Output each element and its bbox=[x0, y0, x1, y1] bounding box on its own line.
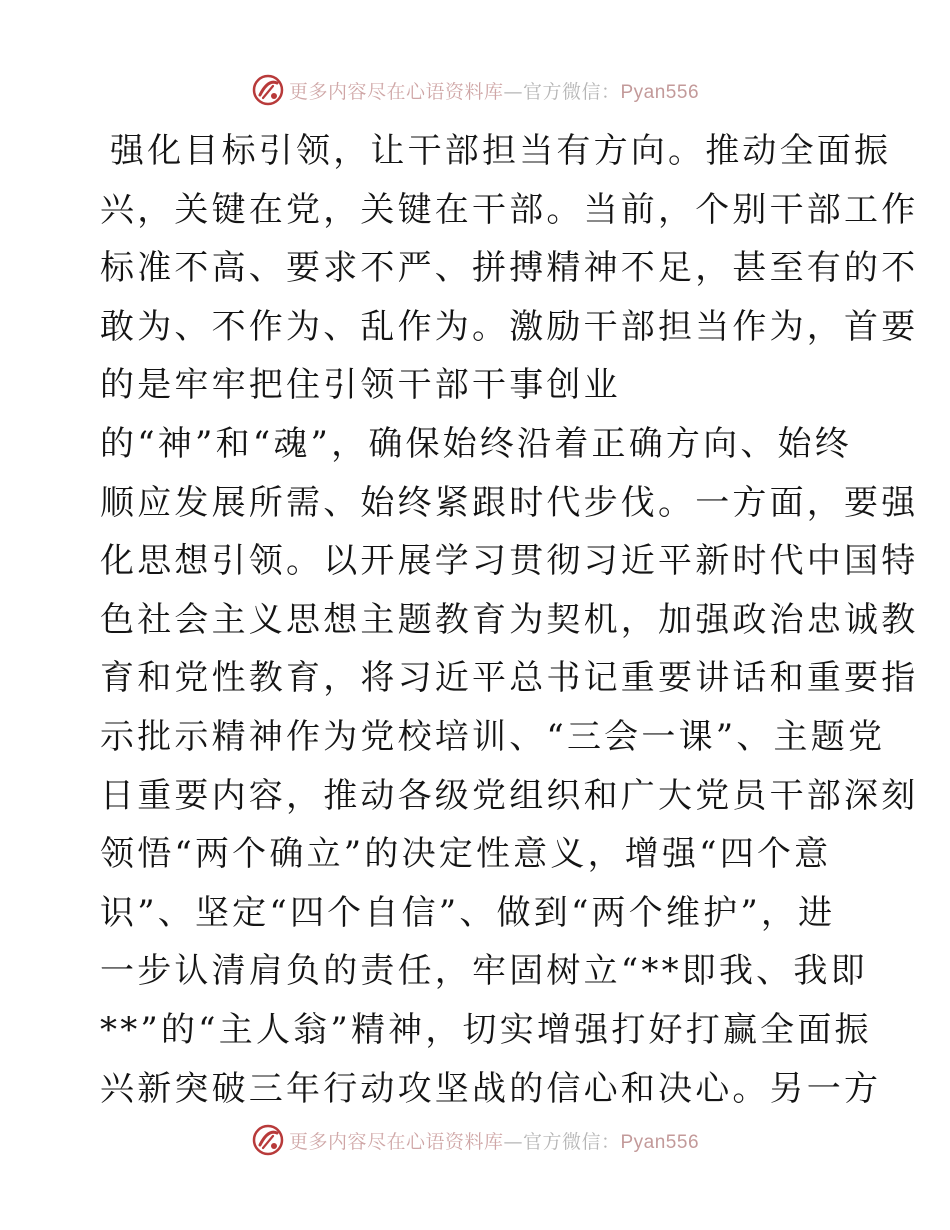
body-line: 日重要内容，推动各级党组织和广大党员干部深刻 bbox=[100, 775, 919, 816]
footer-official-label: 官方微信： bbox=[522, 1130, 621, 1153]
brand-logo-icon bbox=[251, 1123, 285, 1157]
brand-logo-icon bbox=[251, 73, 285, 107]
body-line: 色社会主义思想主题教育为契机，加强政治忠诚教 bbox=[100, 599, 919, 640]
header-separator: — bbox=[503, 80, 523, 103]
body-line: 的是牢牢把住引领干部干事创业 bbox=[100, 365, 621, 406]
document-body bbox=[100, 122, 919, 1118]
body-line: 敢为、不作为、乱作为。激励干部担当作为，首要 bbox=[100, 306, 919, 347]
body-line: 领悟“两个确立”的决定性意义，增强“四个意 bbox=[100, 834, 832, 875]
header-wechat-id: Pyan556 bbox=[620, 81, 700, 103]
header-official-label: 官方微信： bbox=[522, 80, 621, 103]
body-line: 强化目标引领，让干部担当有方向。推动全面振 bbox=[110, 131, 892, 171]
body-line: 示批示精神作为党校培训、“三会一课”、主题党 bbox=[100, 716, 886, 757]
body-line: 一步认清肩负的责任，牢固树立“**即我、我即 bbox=[100, 951, 868, 992]
body-line: 顺应发展所需、始终紧跟时代步伐。一方面，要强 bbox=[100, 482, 919, 523]
footer-watermark-banner bbox=[0, 1120, 950, 1160]
body-line: 标准不高、要求不严、拼搏精神不足，甚至有的不 bbox=[100, 248, 919, 289]
header-watermark-text bbox=[289, 77, 699, 104]
header-watermark-banner bbox=[0, 70, 950, 110]
body-line: 的“神”和“魂”，确保始终沿着正确方向、始终 bbox=[100, 423, 852, 464]
header-brand-text: 更多内容尽在心语资料库 bbox=[288, 80, 504, 103]
footer-brand-text: 更多内容尽在心语资料库 bbox=[288, 1130, 504, 1153]
body-line: 识”、坚定“四个自信”、做到“两个维护”，进 bbox=[100, 892, 836, 933]
body-line: **”的“主人翁”精神，切实增强打好打赢全面振 bbox=[100, 1009, 872, 1050]
footer-wechat-id: Pyan556 bbox=[620, 1131, 700, 1153]
body-line: 育和党性教育，将习近平总书记重要讲话和重要指 bbox=[100, 658, 919, 699]
body-line: 兴，关键在党，关键在干部。当前，个别干部工作 bbox=[100, 189, 919, 230]
body-line: 兴新突破三年行动攻坚战的信心和决心。另一方 bbox=[100, 1068, 882, 1109]
footer-separator: — bbox=[503, 1130, 523, 1153]
footer-watermark-text bbox=[289, 1127, 699, 1154]
body-line: 化思想引领。以开展学习贯彻习近平新时代中国特 bbox=[100, 541, 919, 582]
